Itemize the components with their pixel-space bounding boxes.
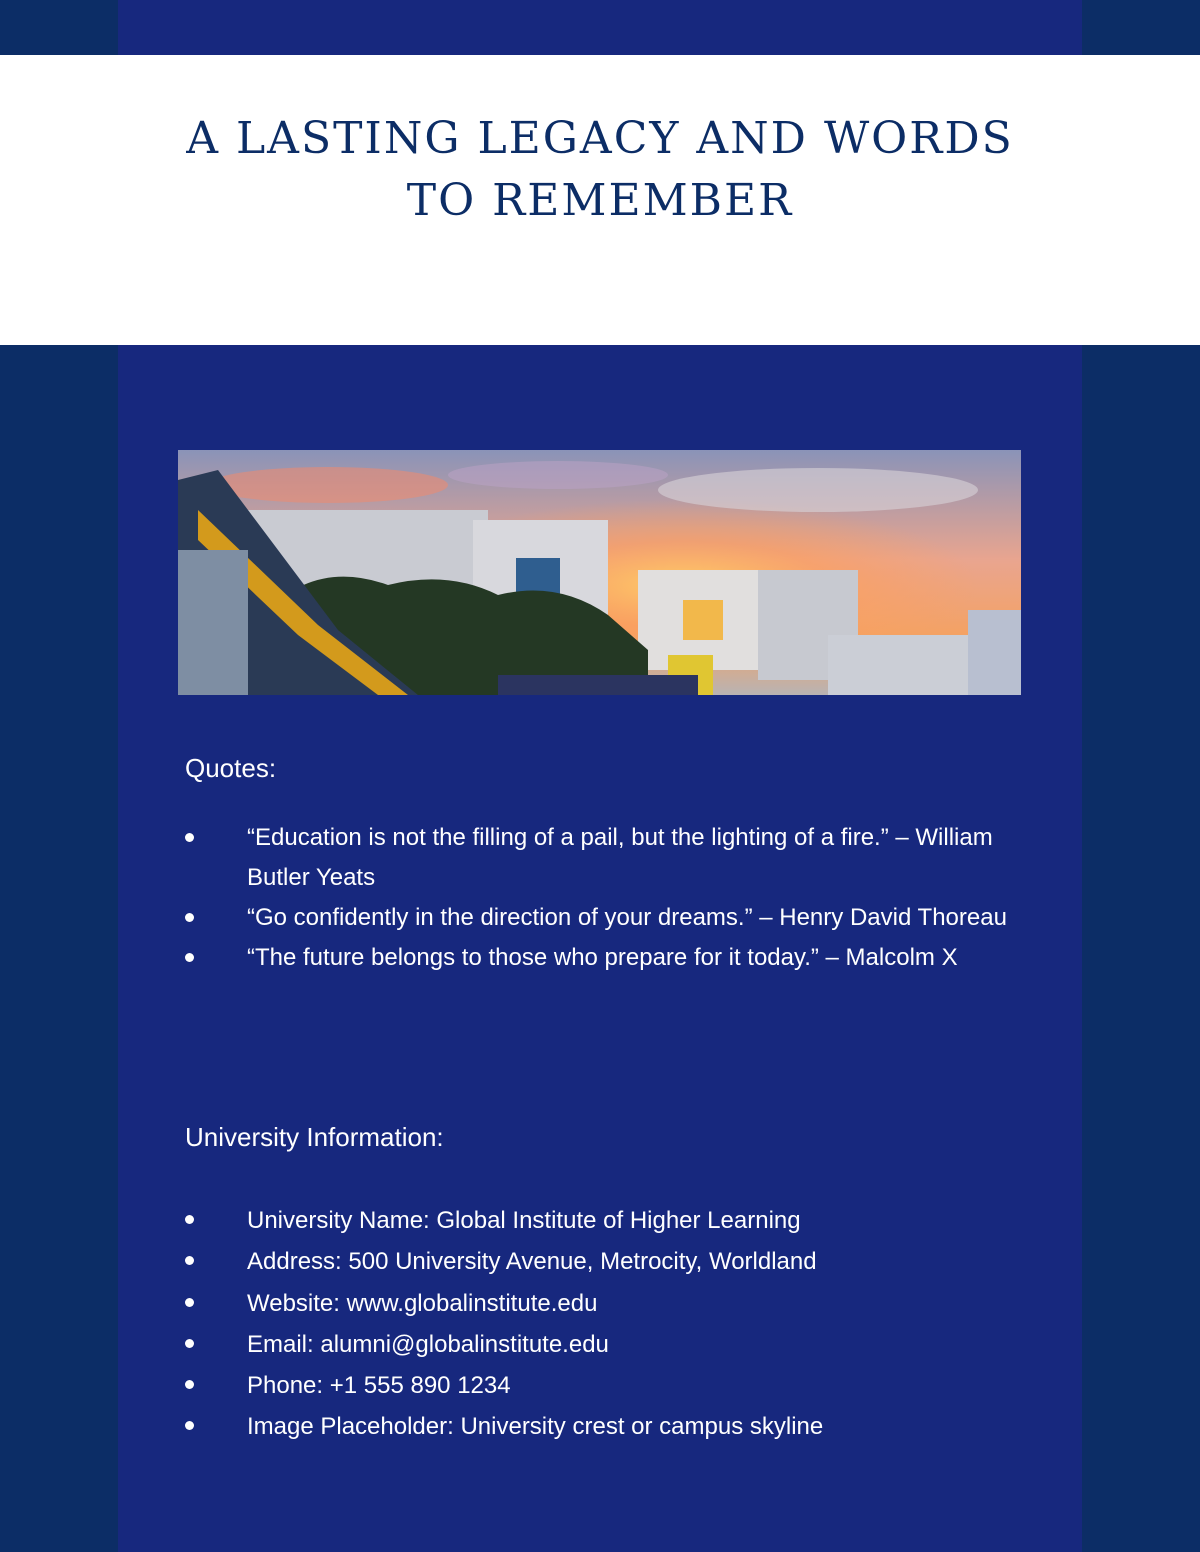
university-info-heading: University Information: xyxy=(185,1122,444,1152)
bullet-icon xyxy=(185,1215,194,1224)
bullet-icon xyxy=(185,1339,194,1348)
quotes-heading: Quotes: xyxy=(185,753,277,783)
university-email: Email: alumni@globalinstitute.edu xyxy=(247,1330,609,1358)
bullet-icon xyxy=(185,953,194,962)
bullet-icon xyxy=(185,1380,194,1389)
list-item xyxy=(185,1365,1015,1406)
campus-skyline-illustration xyxy=(178,450,1021,695)
list-item xyxy=(185,1406,1015,1447)
list-item xyxy=(185,1241,1015,1282)
image-placeholder-note: Image Placeholder: University crest or campus skyline xyxy=(247,1413,824,1441)
list-item xyxy=(185,1200,1015,1241)
university-address: Address: 500 University Avenue, Metrocity, Worldland xyxy=(247,1248,817,1276)
university-info-list xyxy=(185,1200,1015,1448)
list-item xyxy=(185,1283,1015,1324)
bullet-icon xyxy=(185,833,194,842)
quotes-list xyxy=(185,818,1015,978)
bullet-icon xyxy=(185,1256,194,1265)
quote-text: “The future belongs to those who prepare for it today.” – Malcolm X xyxy=(247,944,958,971)
quote-text: “Education is not the filling of a pail, but the lighting of a fire.” – William Butler Yeats xyxy=(247,824,993,891)
list-item xyxy=(185,1324,1015,1365)
campus-skyline-photo xyxy=(178,450,1021,695)
list-item xyxy=(185,818,1015,898)
bullet-icon xyxy=(185,1421,194,1430)
page-title: A LASTING LEGACY AND WORDS TO REMEMBER xyxy=(186,113,1014,226)
list-item xyxy=(185,938,1015,978)
university-website: Website: www.globalinstitute.edu xyxy=(247,1289,598,1317)
university-phone: Phone: +1 555 890 1234 xyxy=(247,1372,511,1400)
quote-text: “Go confidently in the direction of your dreams.” – Henry David Thoreau xyxy=(247,904,1007,931)
bullet-icon xyxy=(185,1298,194,1307)
university-name: University Name: Global Institute of Higher Learning xyxy=(247,1207,801,1234)
bullet-icon xyxy=(185,913,194,922)
list-item xyxy=(185,898,1015,938)
